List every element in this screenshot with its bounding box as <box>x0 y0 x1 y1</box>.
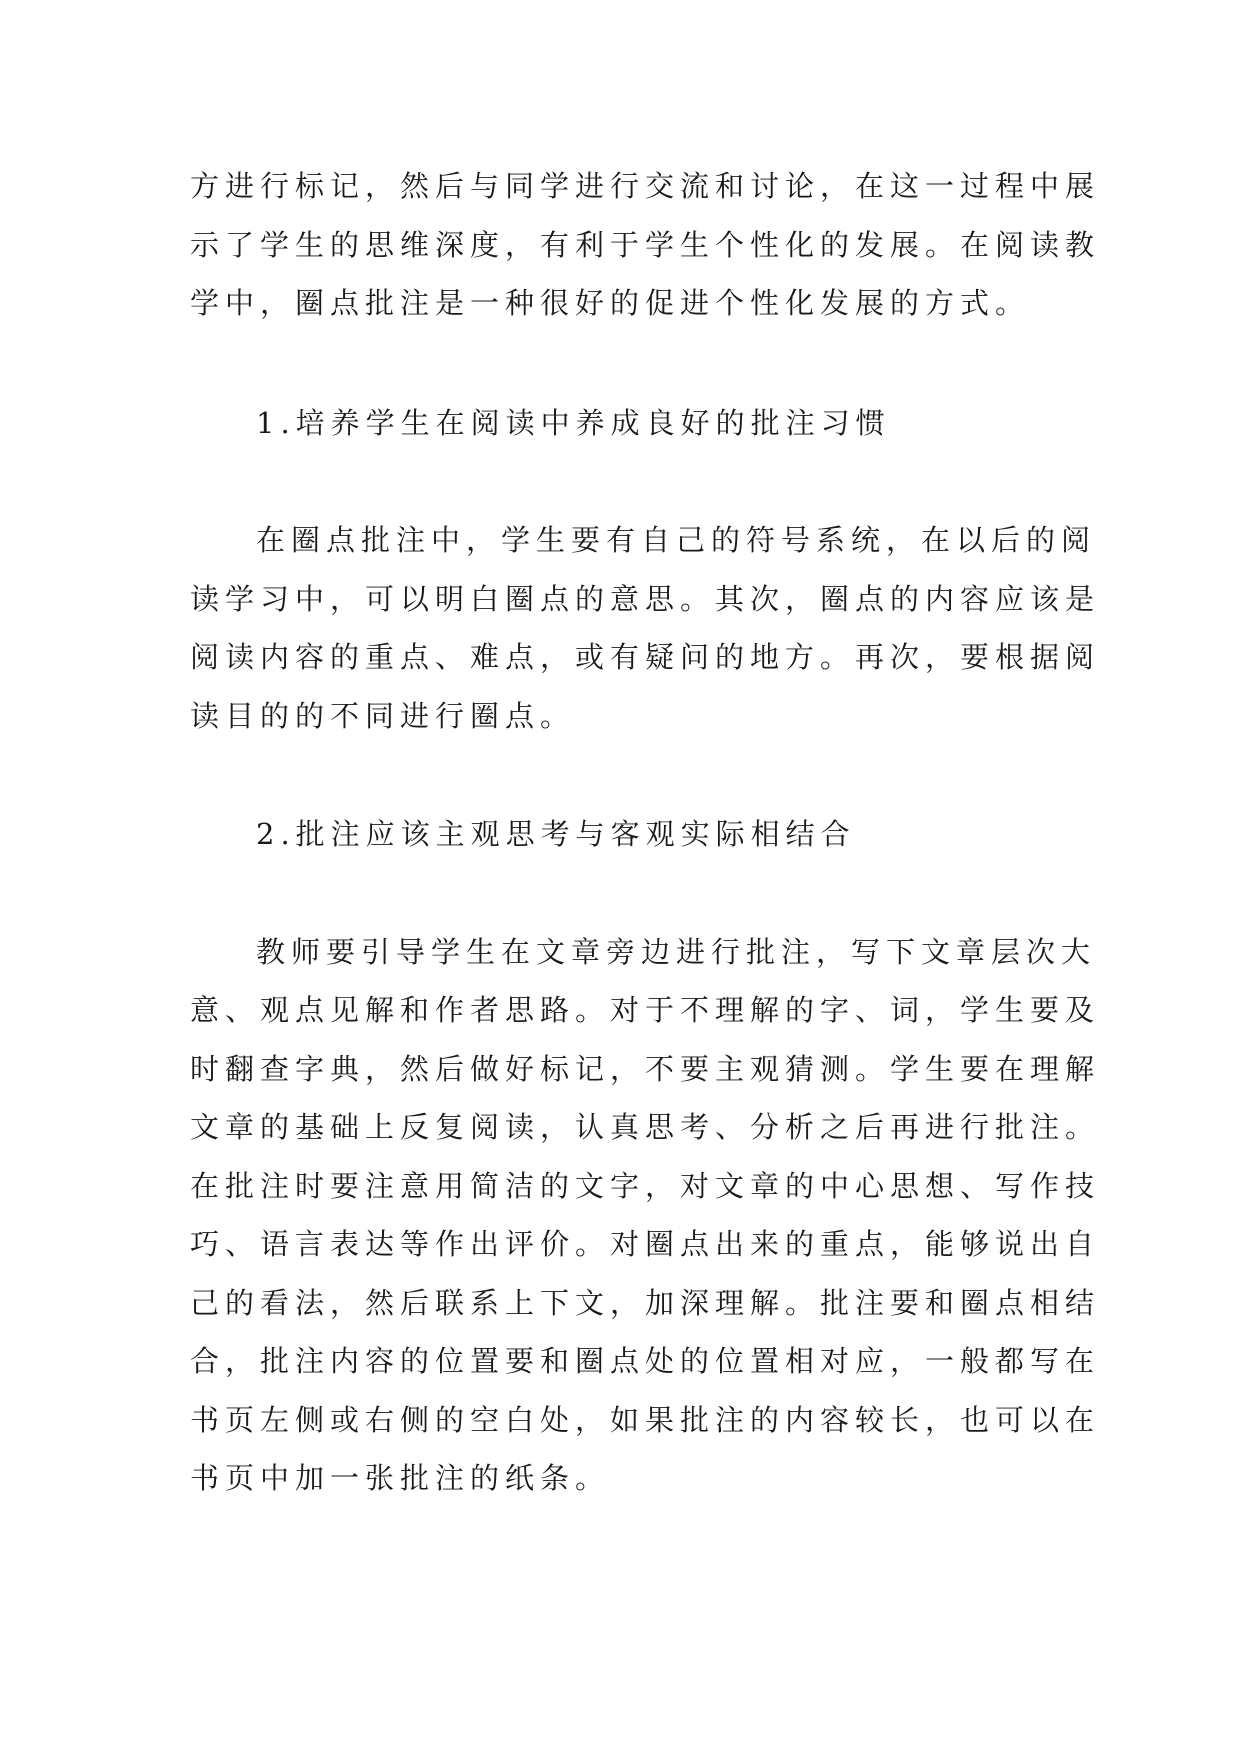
para-1-line-4: 读目的的不同进行圈点。 <box>190 699 576 733</box>
para-2-line-7: 己的看法，然后联系上下文，加深理解。批注要和圈点相结 <box>190 1286 1101 1320</box>
para-2-line-10: 书页中加一张批注的纸条。 <box>190 1461 611 1495</box>
intro-line-3: 学中，圈点批注是一种很好的促进个性化发展的方式。 <box>190 286 1031 320</box>
section-heading-2: 2.批注应该主观思考与客观实际相结合 <box>256 817 856 851</box>
para-2-line-4: 文章的基础上反复阅读，认真思考、分析之后再进行批注。 <box>190 1110 1101 1144</box>
para-2-line-6: 巧、语言表达等作出评价。对圈点出来的重点，能够说出自 <box>190 1227 1101 1261</box>
para-2-line-9: 书页左侧或右侧的空白处，如果批注的内容较长，也可以在 <box>190 1403 1101 1437</box>
intro-line-2: 示了学生的思维深度，有利于学生个性化的发展。在阅读教 <box>190 228 1101 262</box>
para-2-line-1: 教师要引导学生在文章旁边进行批注，写下文章层次大 <box>256 935 1097 969</box>
intro-line-1: 方进行标记，然后与同学进行交流和讨论，在这一过程中展 <box>190 169 1101 203</box>
para-1-line-3: 阅读内容的重点、难点，或有疑问的地方。再次，要根据阅 <box>190 640 1101 674</box>
para-2-line-2: 意、观点见解和作者思路。对于不理解的字、词，学生要及 <box>190 993 1101 1027</box>
para-1-line-2: 读学习中，可以明白圈点的意思。其次，圈点的内容应该是 <box>190 582 1101 616</box>
section-heading-1: 1.培养学生在阅读中养成良好的批注习惯 <box>256 406 891 440</box>
para-2-line-3: 时翻查字典，然后做好标记，不要主观猜测。学生要在理解 <box>190 1052 1101 1086</box>
para-2-line-8: 合，批注内容的位置要和圈点处的位置相对应，一般都写在 <box>190 1344 1101 1378</box>
para-2-line-5: 在批注时要注意用简洁的文字，对文章的中心思想、写作技 <box>190 1169 1101 1203</box>
para-1-line-1: 在圈点批注中，学生要有自己的符号系统，在以后的阅 <box>256 523 1097 557</box>
